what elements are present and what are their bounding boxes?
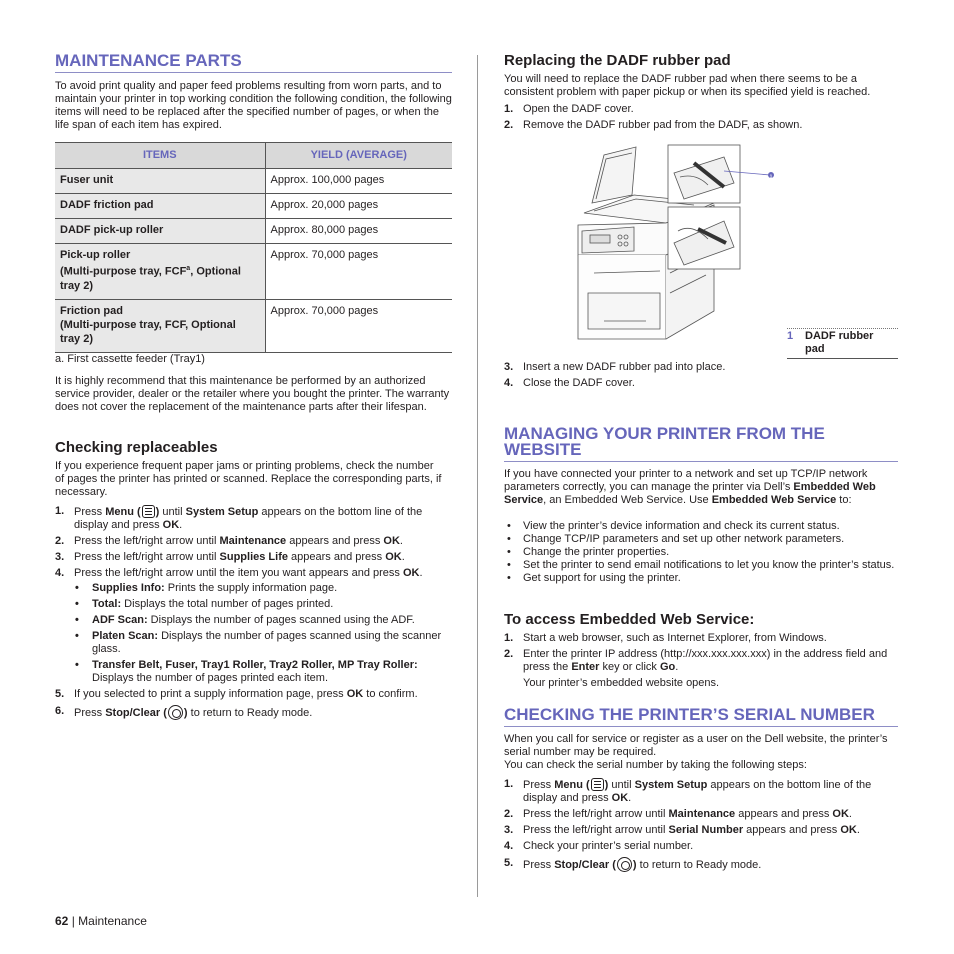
item-cell: Fuser unit: [55, 169, 265, 194]
menu-icon: [142, 505, 155, 518]
dadf-step-3: 3. Insert a new DADF rubber pad into place.: [504, 361, 726, 373]
sub-item: • Total: Displays the total number of pages printed.: [55, 598, 452, 611]
dadf-steps-a: [504, 103, 898, 135]
maintenance-items-table: [55, 142, 452, 353]
serial-intro-2: You can check the serial number by taking the following steps:: [504, 759, 807, 771]
table-row: [55, 244, 452, 300]
serial-step-5: 5. Press Stop/Clear ( ) to return to Ready mode.: [504, 857, 762, 871]
table-header-row: [55, 143, 452, 169]
access-steps: [504, 632, 898, 693]
item-cell: Pick-up roller (Multi-purpose tray, FCF$^a$, Optional tray 2): [55, 244, 265, 300]
yield-column-header: YIELD (AVERAGE): [265, 143, 452, 169]
callout-marker-number: 1: [769, 173, 773, 179]
table-footnote: a. First cassette feeder (Tray1): [55, 353, 205, 365]
callout-number: 1: [787, 330, 794, 342]
footer-section: Maintenance: [78, 914, 147, 928]
dadf-step-2: 2. Remove the DADF rubber pad from the DADF, as shown.: [504, 119, 803, 131]
dadf-step-4: 4. Close the DADF cover.: [504, 377, 635, 389]
yield-cell: Approx. 20,000 pages: [265, 194, 452, 219]
callout-legend: [787, 328, 898, 359]
table-row: [55, 169, 452, 194]
serial-number-heading: CHECKING THE PRINTER’S SERIAL NUMBER: [504, 707, 898, 727]
access-note: Your printer’s embedded website opens.: [523, 677, 720, 689]
recommend-paragraph: It is highly recommend that this maintenance be performed by an authorized service provider, dealer or the retailer where you bought the printer. The warranty does not cover the replacement of the maintenance parts after their lifespan.: [55, 375, 450, 413]
dadf-intro: You will need to replace the DADF rubber pad when there seems to be a consistent problem with paper pickup or when its specified yield is reached.: [504, 73, 871, 98]
list-item: • Change TCP/IP parameters and set up other network parameters.: [504, 533, 898, 546]
serial-step-2: 2. Press the left/right arrow until Maintenance appears and press OK.: [504, 808, 852, 820]
sub-item: • Supplies Info: Prints the supply information page.: [55, 582, 452, 595]
list-item: • Change the printer properties.: [504, 546, 898, 559]
managing-intro: If you have connected your printer to a network and set up TCP/IP network parameters correctly, you can manage the printer via Dell’s Embedded Web Service, an Embedded Web Service. Use Embedded Web Service to:: [504, 468, 876, 506]
supplies-sub-list: [55, 582, 452, 685]
item-cell: DADF friction pad: [55, 194, 265, 219]
printer-illustration: [574, 143, 814, 343]
serial-step-1: 1. Press Menu ( ) until System Setup appears on the bottom line of the display and press OK.: [504, 778, 872, 804]
yield-cell: Approx. 70,000 pages: [265, 299, 452, 352]
yield-cell: Approx. 70,000 pages: [265, 244, 452, 300]
step-3: 3. Press the left/right arrow until Supplies Life appears and press OK.: [55, 551, 405, 563]
items-column-header: ITEMS: [55, 143, 265, 169]
dadf-step-1: 1. Open the DADF cover.: [504, 103, 634, 115]
footer-separator: |: [68, 914, 79, 928]
serial-step-4: 4. Check your printer’s serial number.: [504, 840, 694, 852]
list-item: • Set the printer to send email notifications to let you know the printer’s status.: [504, 559, 898, 572]
serial-steps: [504, 778, 898, 875]
item-cell: DADF pick-up roller: [55, 219, 265, 244]
maintenance-intro: To avoid print quality and paper feed problems resulting from worn parts, and to maintain your printer in top working condition the following condition, the following items will need to be replaced after the specified number of pages, or when the life span of each item has expired.: [55, 80, 452, 131]
item-cell: Friction pad (Multi-purpose tray, FCF, Optional tray 2): [55, 299, 265, 352]
list-item: • View the printer’s device information and check its current status.: [504, 520, 898, 533]
access-step-2: 2. Enter the printer IP address (http://xxx.xxx.xxx.xxx) in the address field and press the Enter key or click Go. Your printer’s embedded website opens.: [504, 648, 898, 690]
sub-item: • ADF Scan: Displays the number of pages scanned using the ADF.: [55, 614, 452, 627]
stop-clear-icon: [617, 857, 632, 872]
managing-bullets: [504, 520, 898, 585]
serial-intro-1: When you call for service or register as a user on the Dell website, the printer’s serial number may be required.: [504, 733, 888, 758]
sub-item: • Platen Scan: Displays the number of pages scanned using the scanner glass.: [55, 630, 452, 656]
table-row: [55, 299, 452, 352]
page-number: 62: [55, 914, 69, 928]
page-footer: [55, 915, 147, 928]
callout-text: DADF rubber pad: [805, 330, 874, 355]
access-ews-heading: To access Embedded Web Service:: [504, 611, 755, 628]
menu-icon: [591, 778, 604, 791]
maintenance-parts-heading: MAINTENANCE PARTS: [55, 53, 452, 73]
access-step-1: 1. Start a web browser, such as Internet Explorer, from Windows.: [504, 632, 827, 644]
checking-replaceables-heading: Checking replaceables: [55, 439, 218, 456]
stop-clear-icon: [168, 705, 183, 720]
managing-heading: MANAGING YOUR PRINTER FROM THE WEBSITE: [504, 426, 898, 462]
step-2: 2. Press the left/right arrow until Maintenance appears and press OK.: [55, 535, 403, 547]
table-row: [55, 194, 452, 219]
yield-cell: Approx. 80,000 pages: [265, 219, 452, 244]
sub-item: • Transfer Belt, Fuser, Tray1 Roller, Tray2 Roller, MP Tray Roller: Displays the number of pages printed each item.: [55, 659, 452, 685]
column-divider: [477, 55, 478, 897]
step-5: 5. If you selected to print a supply information page, press OK to confirm.: [55, 688, 418, 700]
checking-intro: If you experience frequent paper jams or printing problems, check the number of pages the printer has printed or scanned. Replace the corresponding parts, if necessary.: [55, 460, 442, 498]
serial-step-3: 3. Press the left/right arrow until Serial Number appears and press OK.: [504, 824, 860, 836]
list-item: • Get support for using the printer.: [504, 572, 898, 585]
step-6: 6. Press Stop/Clear ( ) to return to Ready mode.: [55, 705, 313, 719]
dadf-heading: Replacing the DADF rubber pad: [504, 52, 731, 69]
step-1: 1. Press Menu ( ) until System Setup appears on the bottom line of the display and press OK.: [55, 505, 423, 531]
step-4: 4. Press the left/right arrow until the item you want appears and press OK. • Supplies Info: Prints the supply information page. • Total: Displays the total number of pages printed. • ADF Scan: Displays the number of pages scanned using the ADF. • Platen Scan: Displays the number of pages scanned using the scanner glass. • Transfer Belt, Fuser, Tray1 Roller, Tray2 Roller, MP Tray Roller: Displays the number of pages printed each item.: [55, 567, 452, 685]
yield-cell: Approx. 100,000 pages: [265, 169, 452, 194]
table-row: [55, 219, 452, 244]
dadf-steps-b: [504, 361, 898, 393]
checking-steps-list: [55, 505, 452, 723]
